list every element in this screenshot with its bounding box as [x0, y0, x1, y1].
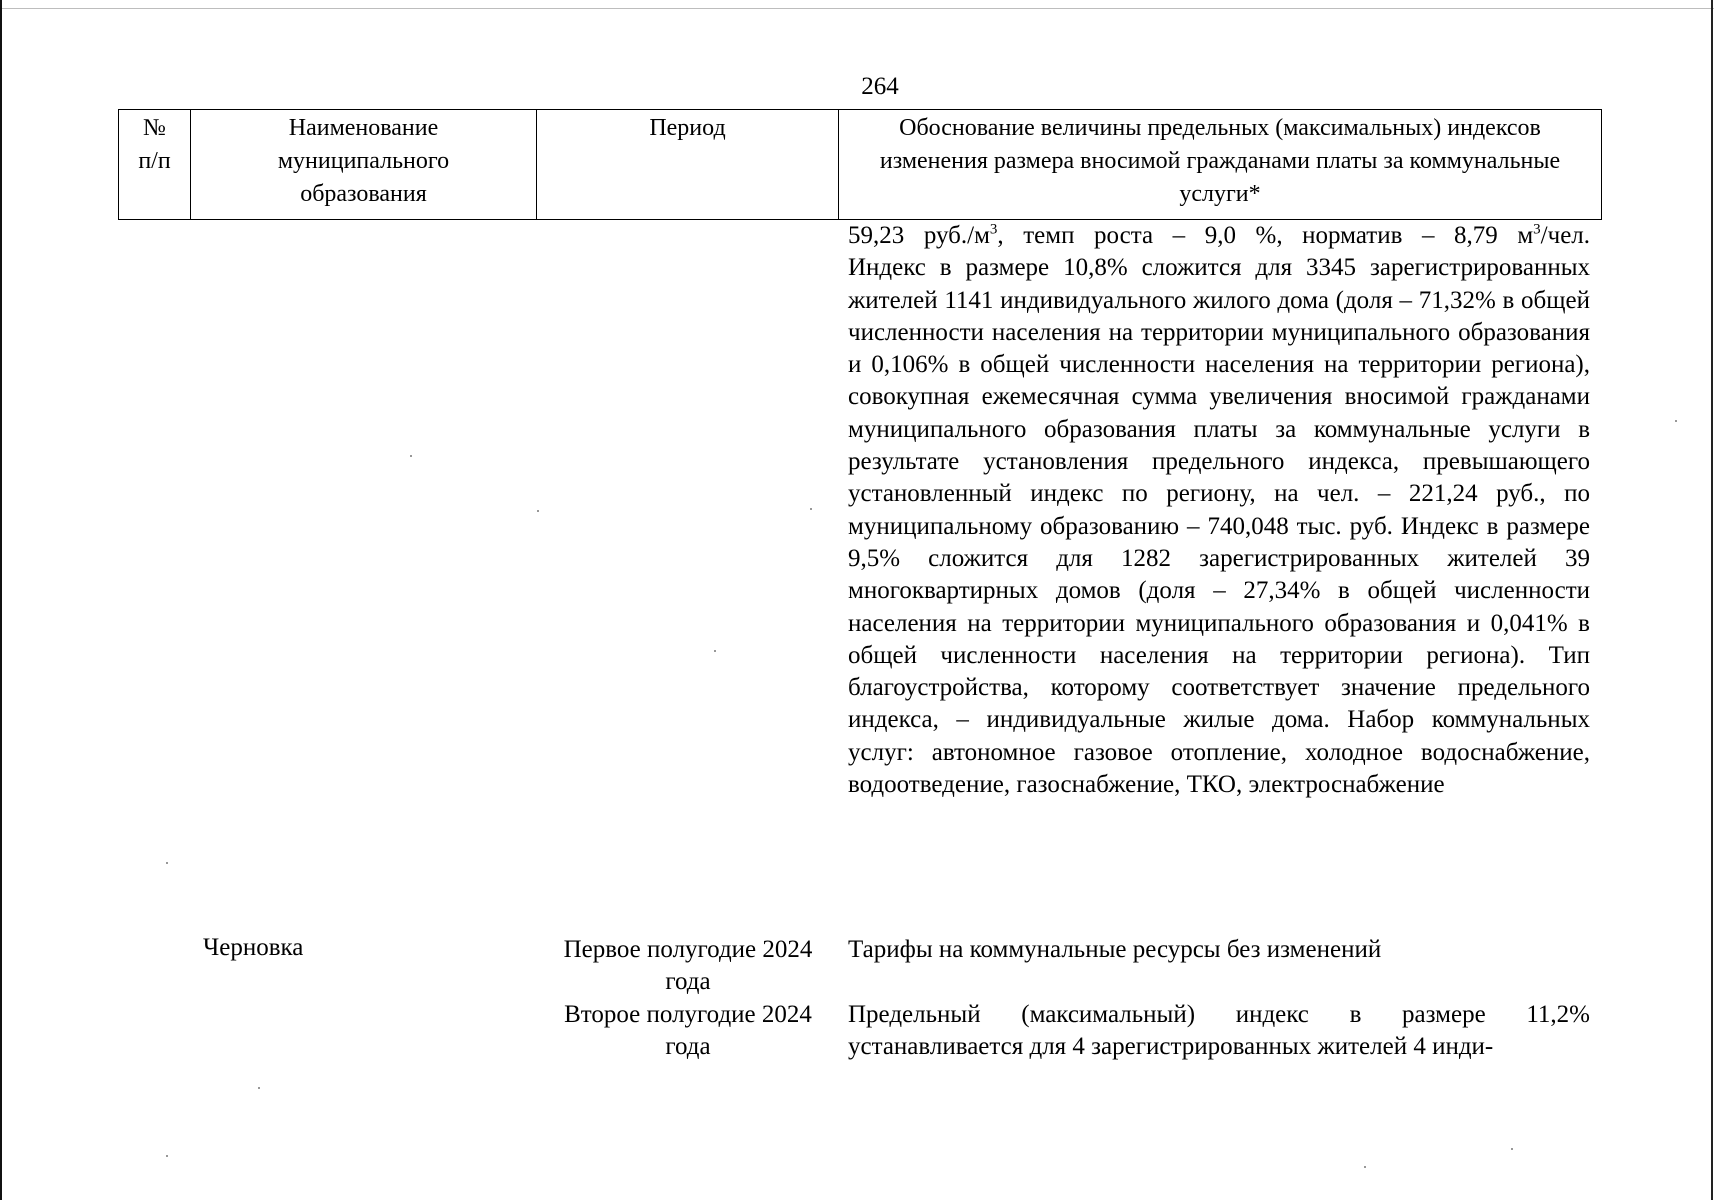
justification-body-text: Индекс в размере 10,8% сложится для 3345 зарегистрированных жителей 1141 индивидуального жилого дома (доля – 71,32% в общей численности населения на территории муниципального образования и 0,106% в общей численности населения на территории региона), совокупная ежемесячная сумма увеличения вносимой гражданами муниципального образования платы за коммунальные услуги в результате установления предельного индекса, превышающего установленный индекс по региону, на чел. – 221,24 руб., по муниципальному образованию – 740,048 тыс. руб. Индекс в размере 9,5% сложится для 1282 зарегистрированных жителей 39 многоквартирных домов (доля – 27,34% в общей численности населения на территории муниципального образования и 0,041% в общей численности населения на территории региона). Тип благоустройства, которому соответствует значение предельного индекса, – индивидуальные жилые дома. Набор коммунальных услуг: автономное газовое отопление, холодное водоснабжение, водоотведение, газоснабжение, ТКО, электроснабжение: [848, 254, 1590, 799]
justification-first-line: [848, 220, 1590, 252]
scan-left-edge: [0, 0, 2, 1200]
scan-speck: [1511, 1148, 1513, 1150]
period-second-half: Второе полугодие 2024 года: [564, 1001, 812, 1061]
header-col-justification: Обоснование величины предельных (максимальных) индексов изменения размера вносимой гражданами платы за коммунальные услуги*: [838, 110, 1601, 219]
page-number: 264: [861, 73, 899, 100]
first-line-part-b: , темп роста – 9,0 %, норматив – 8,79 м: [997, 222, 1534, 249]
scan-speck: [166, 862, 168, 864]
scan-speck: [537, 510, 539, 512]
scan-speck: [410, 455, 412, 457]
superscript-cubic-1: 3: [989, 221, 998, 238]
justification-first-half: Тарифы на коммунальные ресурсы без изменений: [848, 936, 1382, 963]
scan-speck: [1364, 1166, 1366, 1168]
scan-speck: [714, 650, 716, 652]
scan-speck: [1675, 420, 1677, 422]
scan-right-edge: [1711, 0, 1713, 1200]
header-col-municipality: Наименование муниципального образования: [190, 110, 536, 219]
justification-continuation: [848, 220, 1590, 801]
municipality-name: Черновка: [203, 934, 304, 961]
superscript-cubic-2: 3: [1533, 221, 1541, 238]
scan-speck: [166, 1155, 168, 1157]
first-line-part-a: 59,23 руб./м: [848, 222, 990, 249]
first-line-part-c: /чел.: [1540, 222, 1591, 249]
scan-top-edge-line: [0, 8, 1714, 9]
header-col-number: № п/п: [138, 115, 171, 174]
table-header: [118, 109, 1602, 220]
justification-second-half: Предельный (максимальный) индекс в размере 11,2% устанавливается для 4 зарегистрированных жителей 4 инди-: [848, 1001, 1590, 1061]
period-first-half: Первое полугодие 2024 года: [563, 936, 813, 996]
scan-speck: [810, 508, 812, 510]
scan-speck: [258, 1087, 260, 1089]
header-col-period: Период: [536, 110, 838, 219]
